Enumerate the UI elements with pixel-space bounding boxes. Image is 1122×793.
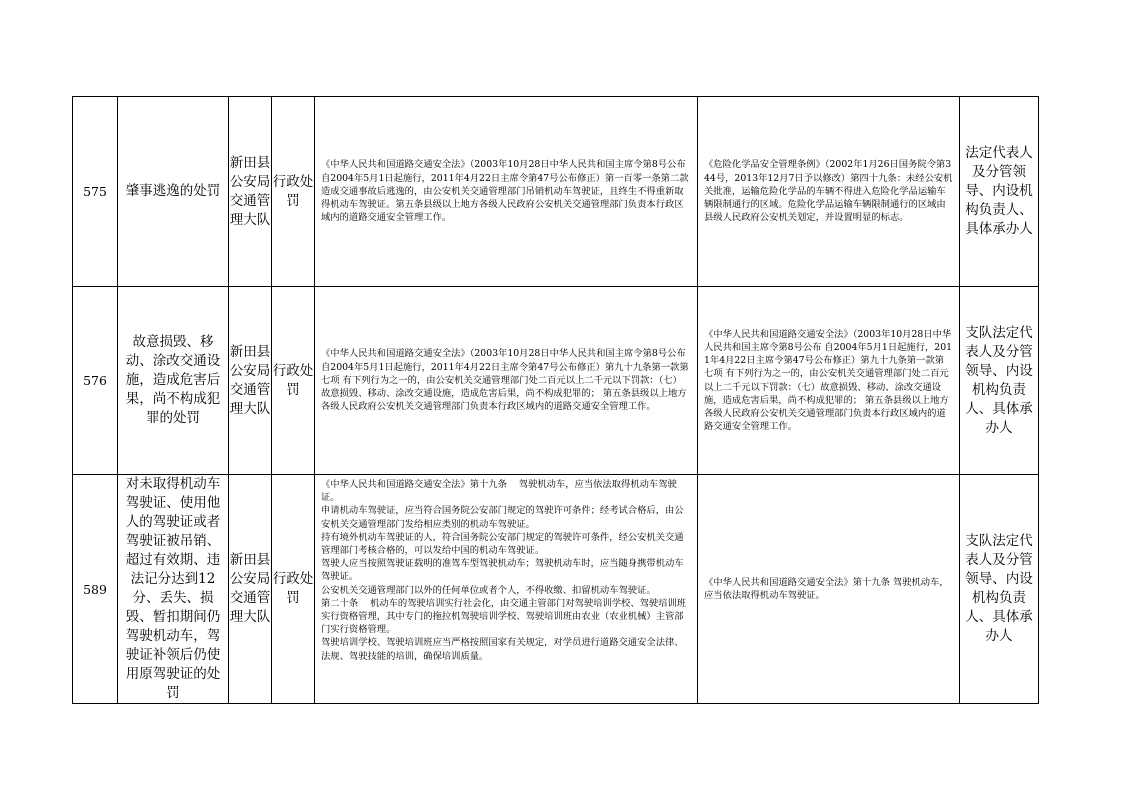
table-row [73, 475, 1039, 704]
power-type: 行政处罚 [272, 97, 315, 287]
responsible-unit: 新田县公安局交通管理大队 [229, 475, 272, 704]
item-number: 576 [73, 287, 118, 475]
table-row [73, 287, 1039, 475]
legal-basis-line: 申请机动车驾驶证，应当符合国务院公安部门规定的驾驶许可条件；经考试合格后，由公安机关交通管理部门发给相应类别的机动车驾驶证。 [321, 505, 684, 530]
legal-basis [315, 287, 698, 475]
legal-basis-line: 持有境外机动车驾驶证的人，符合国务院公安部门规定的驾驶许可条件，经公安机关交通管理部门考核合格的，可以发给中国的机动车驾驶证。 [321, 531, 684, 557]
legal-basis [315, 475, 698, 704]
item-name: 对未取得机动车驾驶证、使用他人的驾驶证或者驾驶证被吊销、超过有效期、违法记分达到12分、丢失、损毁、暂扣期间仍驾驶机动车，驾驶证补领后仍使用原驾驶证的处罚 [118, 475, 229, 704]
power-type: 行政处罚 [272, 287, 315, 475]
legal-basis-line: 第二十条 机动车的驾驶培训实行社会化，由交通主管部门对驾驶培训学校、驾驶培训班实行资格管理，其中专门的拖拉机驾驶培训学校、驾驶培训班由农业（农业机械）主管部门实行资格管理。 [321, 597, 687, 636]
responsible-unit: 新田县公安局交通管理大队 [229, 97, 272, 287]
related-basis [698, 475, 960, 704]
legal-basis [315, 97, 698, 287]
legal-basis-line: 驾驶人应当按照驾驶证载明的准驾车型驾驶机动车；驾驶机动车时，应当随身携带机动车驾驶证。 [321, 558, 684, 583]
responsible-persons: 支队法定代表人及分管领导、内设机构负责人、具体承办人 [960, 475, 1039, 704]
law-enforcement-table [72, 96, 1039, 704]
responsible-persons: 法定代表人及分管领导、内设机构负责人、具体承办人 [960, 97, 1039, 287]
legal-basis-text: 《中华人民共和国道路交通安全法》（2003年10月28日中华人民共和国主席令第8号公布 自2004年5月1日起施行，2011年4月22日主席令第47号公布修正）第一百零一条第二款 造成交通事故后逃逸的，由公安机关交通管理部门吊销机动车驾驶证，且终生不得重新取得机动车驾驶证。第五条县级以上地方各级人民政府公安机关交通管理部门负责本行政区域内的道路交通安全管理工作。 [321, 159, 689, 224]
item-name: 故意损毁、移动、涂改交通设施，造成危害后果，尚不构成犯罪的处罚 [118, 287, 229, 475]
item-name: 肇事逃逸的处罚 [118, 97, 229, 287]
legal-basis-line: 《中华人民共和国道路交通安全法》第十九条 驾驶机动车，应当依法取得机动车驾驶证。 [321, 479, 677, 504]
legal-basis-text: 《中华人民共和国道路交通安全法》（2003年10月28日中华人民共和国主席令第8号公布 自2004年5月1日起施行，2011年4月22日主席令第47号公布修正）第九十九条第一款第七项 有下列行为之一的，由公安机关交通管理部门处二百元以上二千元以下罚款：（七）故意损毁、移动、涂改交通设施，造成危害后果，尚不构成犯罪的； 第五条县级以上地方各级人民政府公安机关交通管理部门负责本行政区域内的道路交通安全管理工作。 [321, 348, 689, 413]
item-number: 589 [73, 475, 118, 704]
item-number: 575 [73, 97, 118, 287]
responsible-persons: 支队法定代表人及分管领导、内设机构负责人、具体承办人 [960, 287, 1039, 475]
legal-basis-line: 驾驶培训学校、驾驶培训班应当严格按照国家有关规定，对学员进行道路交通安全法律、法规、驾驶技能的培训，确保培训质量。 [321, 637, 684, 661]
legal-basis-line: 公安机关交通管理部门以外的任何单位或者个人，不得收缴、扣留机动车驾驶证。 [321, 584, 656, 596]
related-basis-text: 《危险化学品安全管理条例》（2002年1月26日国务院令第344号，2013年12月7日予以修改）第四十九条：未经公安机关批准，运输危险化学品的车辆不得进入危险化学品运输车辆限制通行的区域。危险化学品运输车辆限制通行的区域由县级人民政府公安机关划定，并设置明显的标志。 [704, 159, 953, 224]
related-basis-text: 《中华人民共和国道路交通安全法》第十九条 驾驶机动车，应当依法取得机动车驾驶证。 [704, 576, 949, 601]
power-type: 行政处罚 [272, 475, 315, 704]
responsible-unit: 新田县公安局交通管理大队 [229, 287, 272, 475]
legal-basis-clip [321, 475, 691, 661]
related-basis [698, 287, 960, 475]
related-basis [698, 97, 960, 287]
table-row [73, 97, 1039, 287]
related-basis-text: 《中华人民共和国道路交通安全法》（2003年10月28日中华人民共和国主席令第8号公布 自2004年5月1日起施行，2011年4月22日主席令第47号公布修正）第九十九条第一款第七项 有下列行为之一的，由公安机关交通管理部门处二百元以上二千元以下罚款：（七）故意损毁、移动、涂改交通设施，造成危害后果，尚不构成犯罪的； 第五条县级以上地方各级人民政府公安机关交通管理部门负责本行政区域内的道路交通安全管理工作。 [704, 328, 953, 433]
